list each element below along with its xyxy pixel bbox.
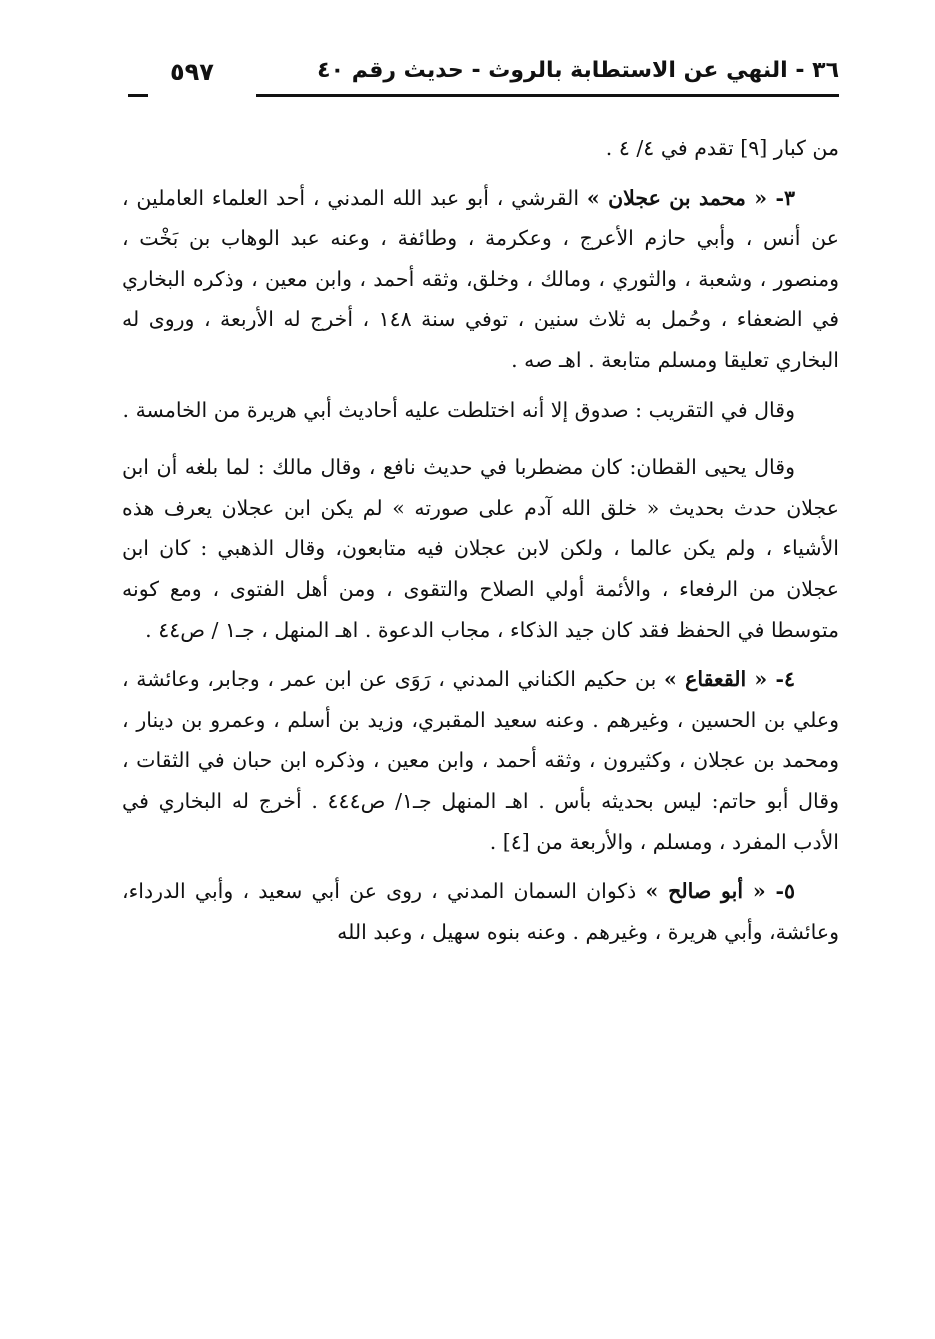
paragraph-4 xyxy=(122,447,839,650)
paragraph-5 xyxy=(122,659,839,862)
paragraph-1 xyxy=(122,128,839,169)
page-number: ٥٩٧ xyxy=(170,58,214,86)
header-title: ٣٦ - النهي عن الاستطابة بالروث - حديث رقم ٤٠ xyxy=(317,58,839,83)
paragraph-2-text: القرشي ، أبو عبد الله المدني ، أحد العلماء العاملين ، عن أنس ، وأبي حازم الأعرج ، وعكرمة ، وطائفة ، وعنه عبد الوهاب بن بَخْت ، ومنصور ، وشعبة ، والثوري ، ومالك ، وخلق، وثقه أحمد ، وابن معين ، وذكره البخاري في الضعفاء ، وحُمل به ثلاث سنين ، توفي سنة ١٤٨ ، أخرج له الأربعة ، وروى له البخاري تعليقا ومسلم متابعة . اهـ صه . xyxy=(122,185,839,372)
header-dash xyxy=(128,94,146,97)
page-header xyxy=(128,52,839,102)
header-rule-gap xyxy=(148,91,256,100)
paragraph-5-text: بن حكيم الكناني المدني ، رَوَى عن ابن عمر ، وجابر، وعائشة ، وعلي بن الحسين ، وغيرهم . وعنه سعيد المقبري، وزيد بن أسلم ، وعمرو بن دينار ، ومحمد بن عجلان ، وكثيرون ، وثقه أحمد ، وابن معين ، وذكره ابن حبان في الثقات ، وقال أبو حاتم: ليس بحديثه بأس . اهـ المنهل جـ١/ ص٤٤٤ . أخرج له البخاري في الأدب المفرد ، ومسلم ، والأربعة من [٤] . xyxy=(122,667,839,854)
paragraph-5-intro: ٤- « القعقاع » xyxy=(664,667,795,692)
paragraph-6 xyxy=(122,871,839,952)
paragraph-3 xyxy=(122,390,839,431)
paragraph-3-text: وقال في التقريب : صدوق إلا أنه اختلطت عليه أحاديث أبي هريرة من الخامسة . xyxy=(122,397,795,422)
paragraph-6-text: ذكوان السمان المدني ، روى عن أبي سعيد ، وأبي الدرداء، وعائشة، وأبي هريرة ، وغيرهم . وعنه بنوه سهيل ، وعبد الله xyxy=(122,879,839,944)
paragraph-2 xyxy=(122,178,839,381)
paragraph-6-intro: ٥- « أبو صالح » xyxy=(645,879,795,904)
paragraph-1-text: من كبار [٩] تقدم في ٤/ ٤ . xyxy=(605,136,839,160)
page-body xyxy=(122,128,839,952)
paragraph-4-text: وقال يحيى القطان: كان مضطربا في حديث نافع ، وقال مالك : لما بلغه أن ابن عجلان حدث بحديث « خلق الله آدم على صورته » لم يكن ابن عجلان يعرف هذه الأشياء ، ولم يكن عالما ، ولكن لابن عجلان فيه متابعون، وقال الذهبي : كان ابن عجلان من الرفعاء ، والأئمة أولي الصلاح والتقوى ، ومن أهل الفتوى ، ومع كونه متوسطا في الحفظ فقد كان جيد الذكاء ، مجاب الدعوة . اهـ المنهل ، جـ١ / ص٤٤ . xyxy=(122,455,839,642)
paragraph-2-intro: ٣- « محمد بن عجلان » xyxy=(586,185,795,210)
